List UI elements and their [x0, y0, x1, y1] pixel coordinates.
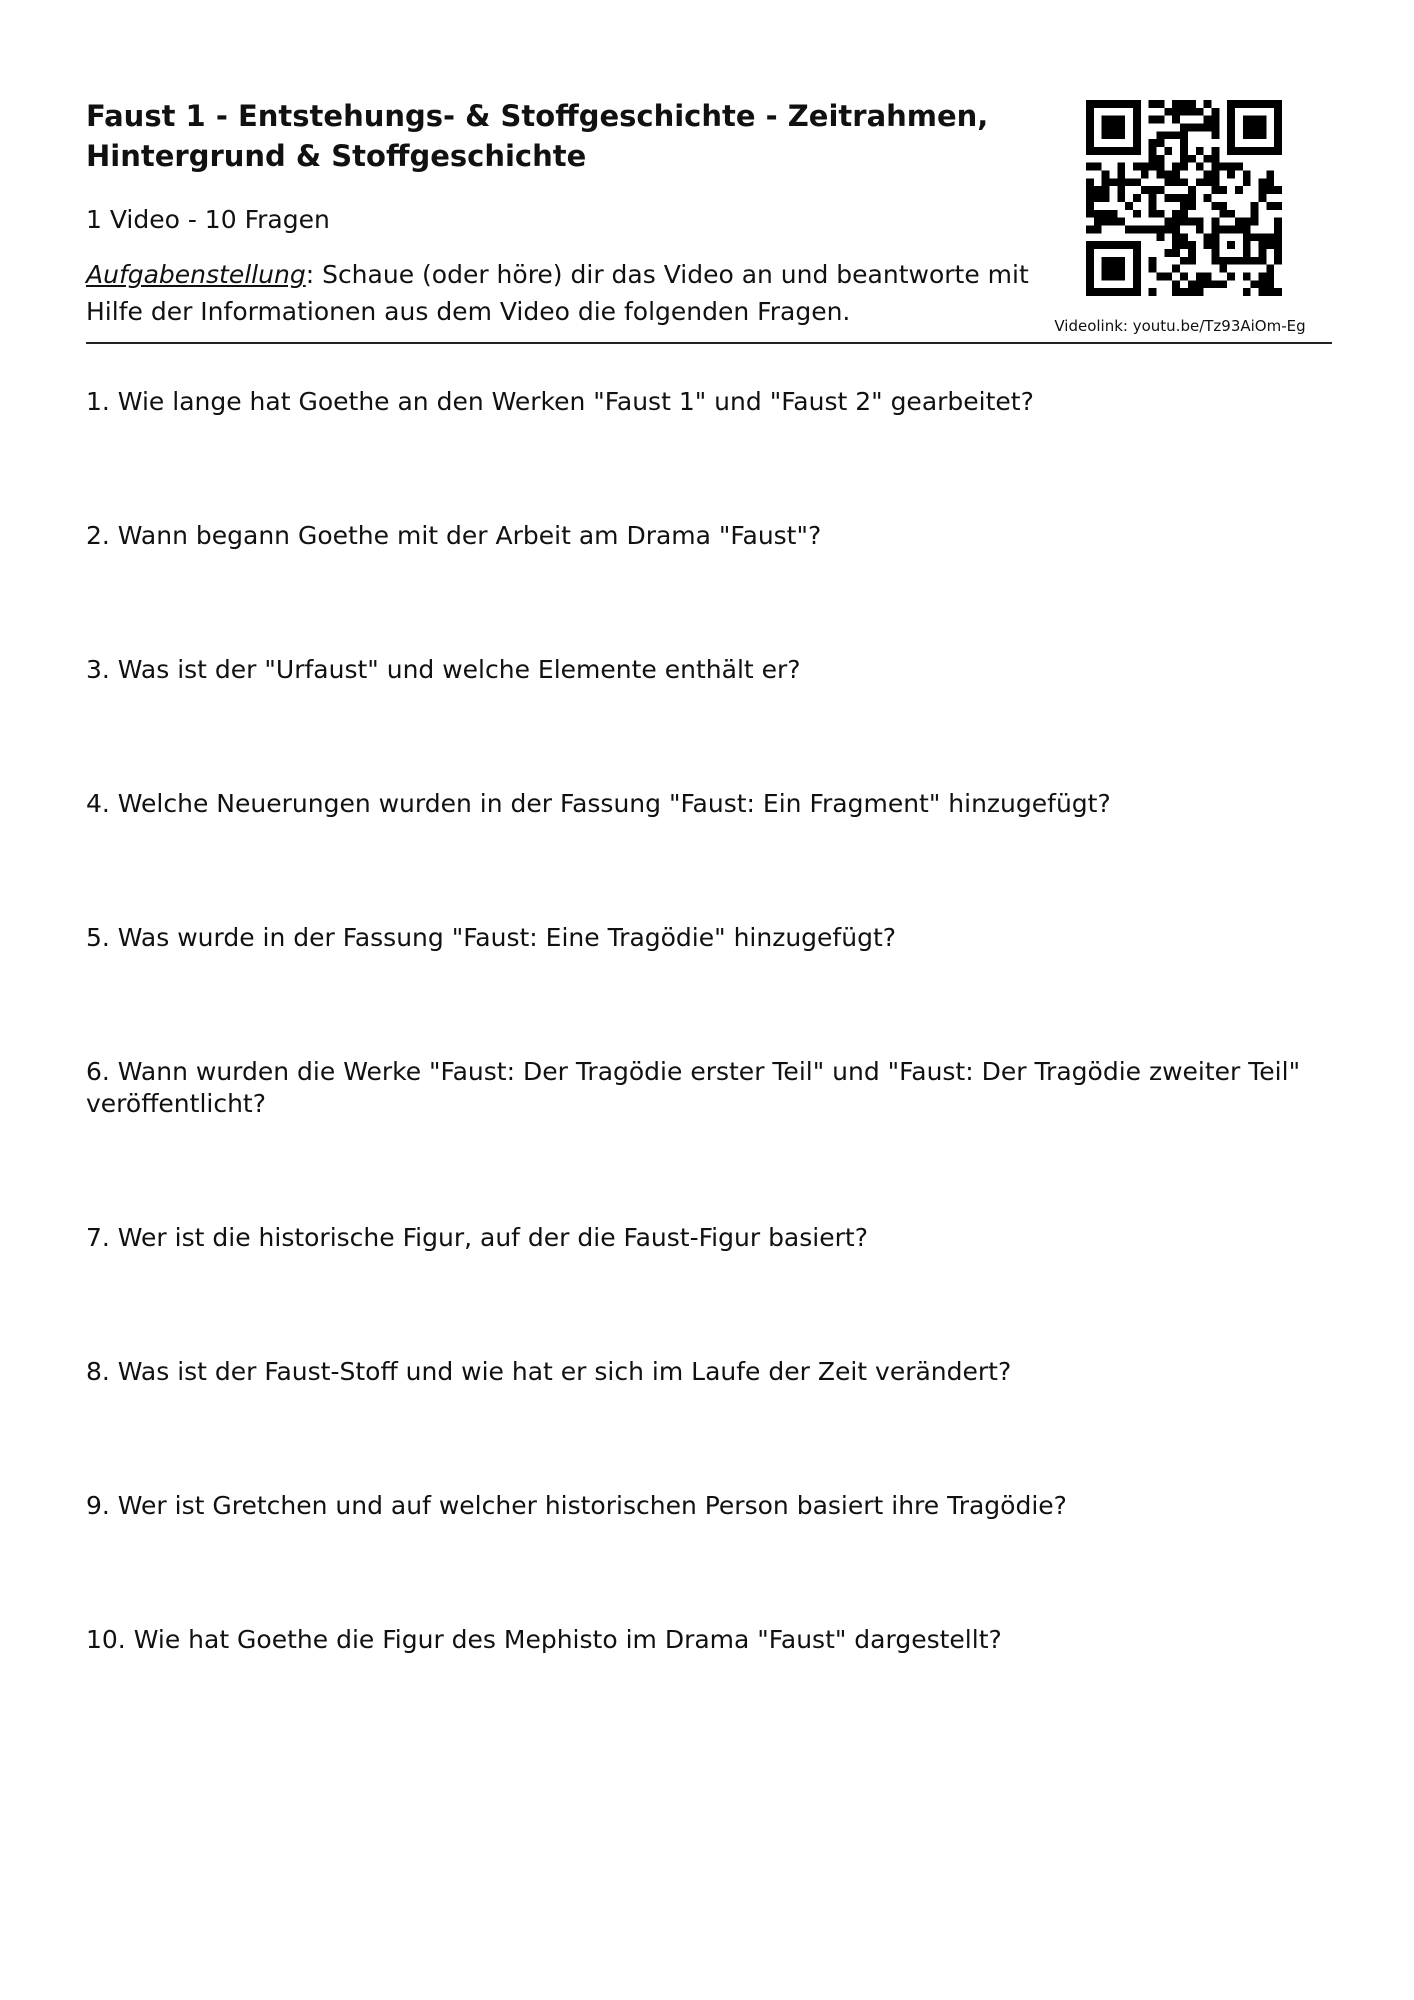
question-item: 1. Wie lange hat Goethe an den Werken "Faust 1" und "Faust 2" gearbeitet?	[86, 387, 1034, 416]
task-text: : Schaue (oder höre) dir das Video an und beantworte mit Hilfe der Informationen aus dem Video die folgenden Fragen.	[86, 260, 1029, 326]
question-item: 6. Wann wurden die Werke "Faust: Der Tragödie erster Teil" und "Faust: Der Tragödie zweiter Teil" veröffentlicht?	[86, 1057, 1301, 1118]
question-item: 8. Was ist der Faust-Stoff und wie hat er sich im Laufe der Zeit verändert?	[86, 1357, 1012, 1386]
question-item: 7. Wer ist die historische Figur, auf der die Faust-Figur basiert?	[86, 1223, 868, 1252]
page-title: Faust 1 - Entstehungs- & Stoffgeschichte - Zeitrahmen, Hintergrund & Stoffgeschichte	[86, 99, 989, 173]
question-item: 3. Was ist der "Urfaust" und welche Elemente enthält er?	[86, 655, 801, 684]
question-item: 10. Wie hat Goethe die Figur des Mephisto im Drama "Faust" dargestellt?	[86, 1625, 1002, 1654]
question-item: 2. Wann begann Goethe mit der Arbeit am Drama "Faust"?	[86, 521, 822, 550]
qr-code-icon[interactable]	[1086, 100, 1282, 296]
question-item: 4. Welche Neuerungen wurden in der Fassung "Faust: Ein Fragment" hinzugefügt?	[86, 789, 1111, 818]
header-divider	[86, 342, 1332, 344]
video-link[interactable]: Videolink: youtu.be/Tz93AiOm-Eg	[1054, 317, 1306, 335]
task-instructions	[86, 256, 1046, 330]
question-item: 5. Was wurde in der Fassung "Faust: Eine Tragödie" hinzugefügt?	[86, 923, 897, 952]
task-label: Aufgabenstellung	[86, 260, 306, 289]
video-count-subtitle: 1 Video - 10 Fragen	[86, 205, 330, 234]
worksheet-header	[86, 96, 1046, 176]
question-item: 9. Wer ist Gretchen und auf welcher historischen Person basiert ihre Tragödie?	[86, 1491, 1067, 1520]
